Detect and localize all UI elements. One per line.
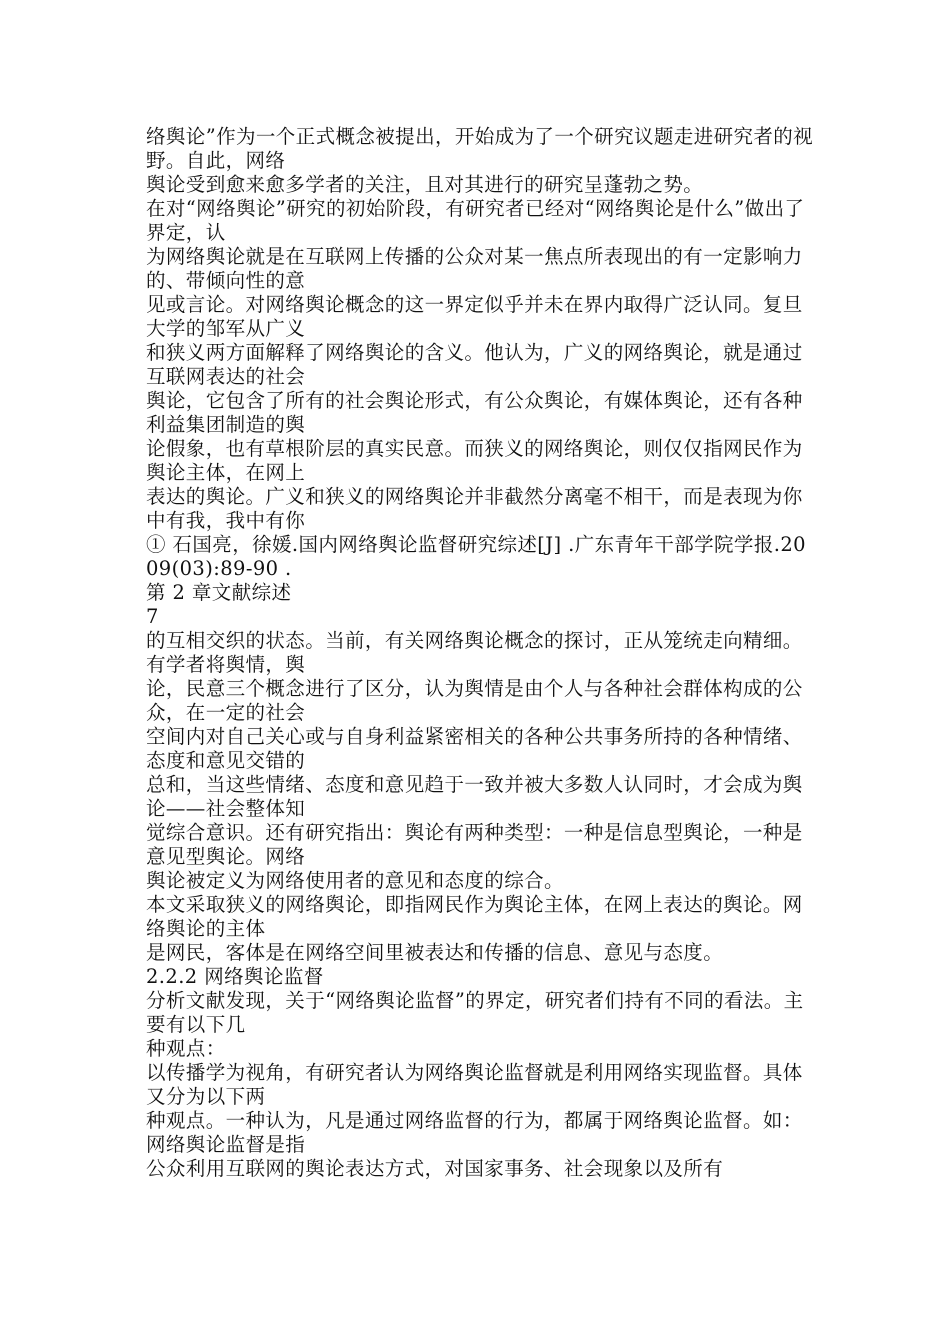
text-line: 舆论，它包含了所有的社会舆论形式，有公众舆论，有媒体舆论，还有各种利益集团制造的舆 [146,389,803,436]
text-line: 公众利用互联网的舆论表达方式，对国家事务、社会现象以及所有 [146,1157,724,1180]
text-line: 分析文献发现，关于“网络舆论监督”的界定，研究者们持有不同的看法。主要有以下几 [146,989,804,1036]
text-line: 种观点。一种认为，凡是通过网络监督的行为，都属于网络舆论监督。如：网络舆论监督是指 [146,1109,803,1156]
page-number: 7 [146,605,159,628]
text-line: 论，民意三个概念进行了区分，认为舆情是由个人与各种社会群体构成的公众，在一定的社会 [146,677,803,724]
document-body [146,125,818,1181]
text-line: 见或言论。对网络舆论概念的这一界定似乎并未在界内取得广泛认同。复旦大学的邹军从广义 [146,293,803,340]
text-line: 络舆论”作为一个正式概念被提出，开始成为了一个研究议题走进研究者的视野。自此，网络 [146,125,814,172]
text-line: 在对“网络舆论”研究的初始阶段，有研究者已经对“网络舆论是什么”做出了界定，认 [146,197,805,244]
text-line: 的互相交织的状态。当前，有关网络舆论概念的探讨，正从笼统走向精细。有学者将舆情，舆 [146,629,803,676]
text-line: 论假象，也有草根阶层的真实民意。而狭义的网络舆论，则仅仅指网民作为舆论主体，在网上 [146,437,803,484]
text-line: 舆论被定义为网络使用者的意见和态度的综合。 [146,869,564,892]
text-line: 总和，当这些情绪、态度和意见趋于一致并被大多数人认同时，才会成为舆论——社会整体知 [146,773,803,820]
text-line: 舆论受到愈来愈多学者的关注，且对其进行的研究呈蓬勃之势。 [146,173,704,196]
text-line: 种观点： [146,1037,226,1060]
text-line: 觉综合意识。还有研究指出：舆论有两种类型：一种是信息型舆论，一种是意见型舆论。网络 [146,821,803,868]
text-line: 和狭义两方面解释了网络舆论的含义。他认为，广义的网络舆论，就是通过互联网表达的社会 [146,341,803,388]
text-line: 空间内对自己关心或与自身利益紧密相关的各种公共事务所持的各种情绪、态度和意见交错的 [146,725,803,772]
text-line: 是网民，客体是在网络空间里被表达和传播的信息、意见与态度。 [146,941,724,964]
footnote: ① 石国亮，徐媛.国内网络舆论监督研究综述[J] .广东青年干部学院学报.2009(03):89-90 . [146,533,806,580]
text-line: 本文采取狭义的网络舆论，即指网民作为舆论主体，在网上表达的舆论。网络舆论的主体 [146,893,803,940]
section-heading: 2.2.2 网络舆论监督 [146,965,324,988]
text-line: 为网络舆论就是在互联网上传播的公众对某一焦点所表现出的有一定影响力的、带倾向性的意 [146,245,803,292]
chapter-header: 第 2 章文献综述 [146,581,292,604]
text-line: 表达的舆论。广义和狭义的网络舆论并非截然分离毫不相干，而是表现为你中有我，我中有你 [146,485,803,532]
text-line: 以传播学为视角，有研究者认为网络舆论监督就是利用网络实现监督。具体又分为以下两 [146,1061,803,1108]
